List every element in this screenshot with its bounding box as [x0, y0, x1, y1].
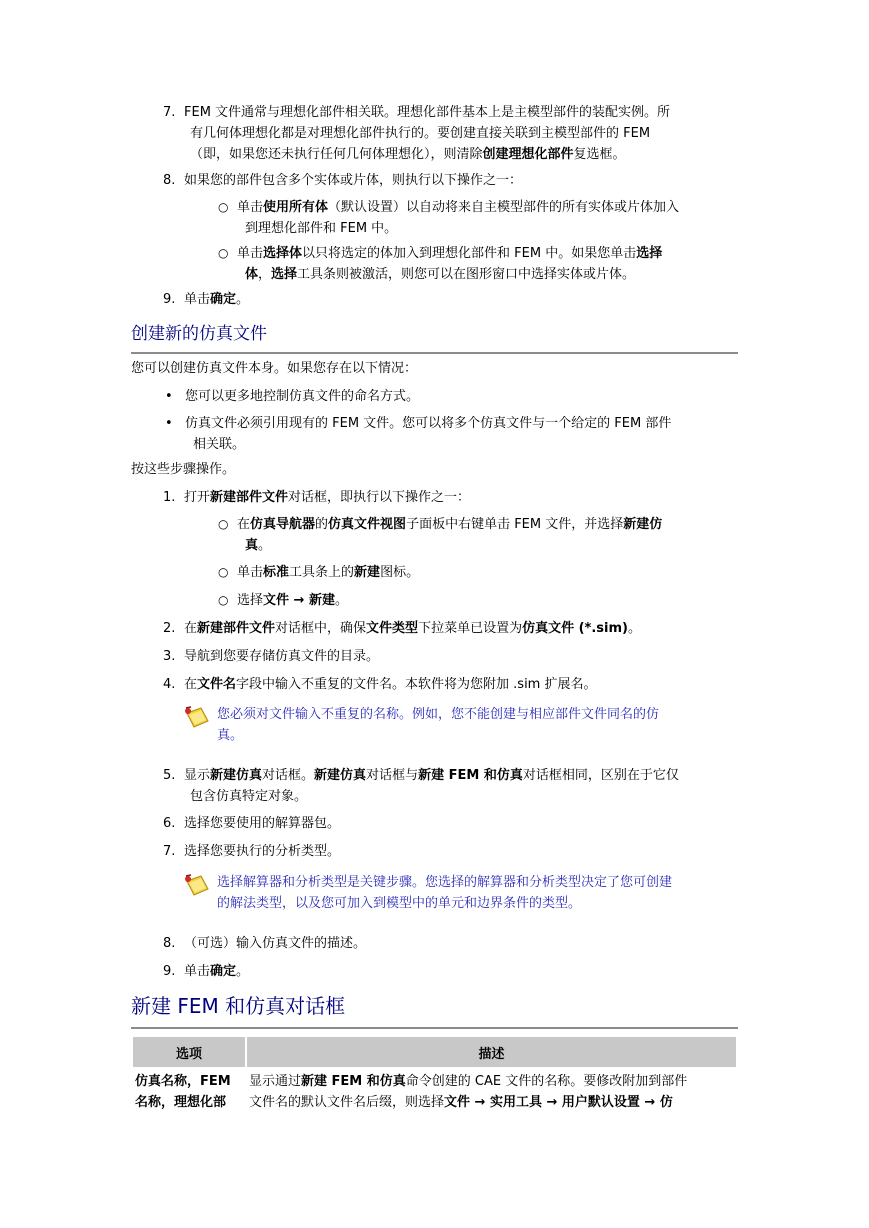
step-8: [163, 170, 738, 191]
step-8-text: 如果您的部件包含多个实体或片体，则执行以下操作之一：: [184, 173, 523, 188]
text: 工具条则被激活，则您可以在图形窗口中选择实体或片体。: [297, 267, 636, 282]
text: 显示: [184, 768, 211, 783]
substep-1c: [218, 590, 738, 611]
circle-bullet-icon: ○: [218, 200, 229, 214]
circle-bullet-icon: ○: [218, 593, 229, 607]
text: 单击: [184, 292, 211, 307]
text: 图标。: [380, 565, 420, 580]
text: 。: [236, 964, 250, 979]
text: 复选框。: [573, 147, 626, 162]
text: 显示通过: [249, 1074, 302, 1089]
bullet-text-line1: 仿真文件必须引用现有的 FEM 文件。您可以将多个仿真文件与一个给定的 FEM 部件: [185, 416, 672, 431]
steps-intro: 按这些步骤操作。: [131, 462, 236, 477]
text: 对话框，即执行以下操作之一：: [288, 490, 471, 505]
text: 文件名的默认文件名后缀，则选择: [249, 1095, 445, 1110]
text: 对话框中，确保: [275, 621, 367, 636]
note-icon: [183, 704, 211, 732]
substep-1b: [218, 562, 738, 583]
bullet-item: [165, 413, 740, 455]
step-8b: [163, 933, 738, 954]
text: 子面板中右键单击 FEM 文件，并选择: [406, 517, 624, 532]
step-1: [163, 487, 738, 508]
ui-term: 确定: [210, 292, 237, 307]
text: 。: [627, 621, 641, 636]
step-text: 选择您要执行的分析类型。: [184, 844, 341, 859]
ui-term: 新建: [308, 593, 335, 608]
circle-bullet-icon: ○: [218, 565, 229, 579]
options-table: [131, 1035, 738, 1117]
ui-term: 新建仿: [623, 517, 663, 532]
step-7b: [163, 841, 738, 862]
note-block: [183, 704, 738, 746]
text: 在: [184, 621, 198, 636]
ui-term: 体: [245, 267, 259, 282]
text: 单击: [237, 246, 264, 261]
section-heading: 新建 FEM 和仿真对话框: [131, 994, 346, 1018]
step-text: 选择您要使用的解算器包。: [184, 816, 341, 831]
text: 在: [184, 677, 198, 692]
substep-line1: [237, 517, 662, 532]
table-header-row: [133, 1037, 736, 1067]
ui-term: 创建理想化部件: [482, 147, 574, 162]
ui-term: 新建仿真: [210, 768, 263, 783]
step-7-line3: [184, 144, 738, 165]
step-number: 8.: [163, 936, 176, 951]
ui-term: 选择: [271, 267, 298, 282]
ui-term: 标准: [263, 565, 290, 580]
ui-term: 新建 FEM 和仿真: [418, 768, 523, 783]
text: 工具条上的: [289, 565, 355, 580]
step-7-line1: FEM 文件通常与理想化部件相关联。理想化部件基本上是主模型部件的装配实例。所: [184, 105, 671, 120]
ui-term: 选择体: [263, 246, 303, 261]
step-5-line2: 包含仿真特定对象。: [190, 789, 308, 804]
step-5: [163, 765, 738, 807]
ui-term: 文件: [263, 593, 290, 608]
step-number: 6.: [163, 816, 176, 831]
note-icon: [183, 872, 211, 900]
text: 打开: [184, 490, 211, 505]
bullet-text: 您可以更多地控制仿真文件的命名方式。: [185, 389, 420, 404]
text: ，: [258, 267, 272, 282]
text: 选择: [237, 593, 264, 608]
step-4: [163, 674, 738, 695]
heading-divider: [131, 1027, 738, 1029]
column-header-description: 描述: [247, 1037, 736, 1067]
intro-paragraph: 您可以创建仿真文件本身。如果您存在以下情况：: [131, 361, 418, 376]
ui-term: 仿真导航器: [250, 517, 316, 532]
note-text-line1: 选择解算器和分析类型是关键步骤。您选择的解算器和分析类型决定了您可创建: [217, 875, 673, 890]
text: 。: [236, 292, 250, 307]
step-text: （可选）输入仿真文件的描述。: [184, 936, 367, 951]
ui-term: 文件名: [197, 677, 237, 692]
text: 下拉菜单已设置为: [418, 621, 523, 636]
arrow-separator: →: [289, 593, 309, 608]
substep-8a: [218, 197, 738, 239]
ui-term: 文件 → 实用工具 → 用户默认设置 → 仿: [444, 1095, 673, 1110]
step-7-line2: 有几何体理想化都是对理想化部件执行的。要创建直接关联到主模型部件的 FEM: [190, 126, 651, 141]
section-heading: 创建新的仿真文件: [131, 324, 267, 344]
bullet-dot-icon: •: [165, 416, 173, 431]
text: 在: [237, 517, 251, 532]
step-number: 5.: [163, 768, 176, 783]
option-name-line1: 仿真名称，FEM: [135, 1074, 231, 1089]
ui-term: 选择: [636, 246, 663, 261]
circle-bullet-icon: ○: [218, 246, 229, 260]
substep-1a: [218, 514, 738, 556]
step-5-line1: [184, 768, 679, 783]
note-text-line1: 您必须对文件输入不重复的名称。例如，您不能创建与相应部件文件同名的仿: [217, 707, 660, 722]
text: 。: [335, 593, 349, 608]
note-text-line2: 真。: [217, 728, 244, 743]
text: （即，如果您还未执行任何几何体理想化），则清除: [190, 147, 483, 162]
note-text-line2: 的解法类型，以及您可加入到模型中的单元和边界条件的类型。: [217, 896, 582, 911]
ui-term: 新建仿真: [314, 768, 367, 783]
bullet-item: [165, 386, 740, 407]
option-name-cell: [133, 1069, 245, 1115]
substep-8b: [218, 243, 738, 285]
step-number: 7.: [163, 844, 176, 859]
text: 的: [315, 517, 329, 532]
step-7: [163, 102, 738, 165]
step-number: 4.: [163, 677, 176, 692]
ui-term: 新建 FEM 和仿真: [301, 1074, 406, 1089]
bullet-dot-icon: •: [165, 389, 173, 404]
column-header-option: 选项: [133, 1037, 245, 1067]
heading-divider: [131, 352, 738, 354]
note-block: [183, 872, 738, 914]
ui-term: 新建: [354, 565, 381, 580]
step-number: 2.: [163, 621, 176, 636]
step-number: 1.: [163, 490, 176, 505]
step-number: 8.: [163, 173, 176, 188]
step-number: 9.: [163, 292, 176, 307]
step-number: 3.: [163, 649, 176, 664]
step-text: 导航到您要存储仿真文件的目录。: [184, 649, 380, 664]
step-number: 9.: [163, 964, 176, 979]
text: （默认设置）以自动将来自主模型部件的所有实体或片体加入: [328, 200, 680, 215]
text: 以只将选定的体加入到理想化部件和 FEM 中。如果您单击: [302, 246, 637, 261]
ui-term: 新建部件文件: [210, 490, 289, 505]
step-2: [163, 618, 738, 639]
text: 。: [258, 538, 272, 553]
ui-term: 新建部件文件: [197, 621, 276, 636]
ui-term: 仿真文件视图: [328, 517, 407, 532]
text: 对话框。: [262, 768, 315, 783]
ui-term: 确定: [210, 964, 237, 979]
step-number: 7.: [163, 105, 176, 120]
text: 对话框与: [366, 768, 419, 783]
text: 单击: [237, 565, 264, 580]
circle-bullet-icon: ○: [218, 517, 229, 531]
substep-line2: [237, 264, 738, 285]
text: 单击: [237, 200, 264, 215]
ui-term: 真: [245, 538, 259, 553]
ui-term: 文件类型: [366, 621, 419, 636]
step-9b: [163, 961, 738, 982]
substep-line2: 到理想化部件和 FEM 中。: [245, 221, 398, 236]
substep-line1: [237, 246, 662, 261]
ui-term: 使用所有体: [263, 200, 329, 215]
bullet-text-line2: 相关联。: [193, 437, 246, 452]
substep-line1: [237, 200, 679, 215]
ui-term: 仿真文件 (*.sim): [522, 621, 628, 636]
step-6: [163, 813, 738, 834]
step-9: [163, 289, 738, 310]
text: 字段中输入不重复的文件名。本软件将为您附加 .sim 扩展名。: [236, 677, 597, 692]
text: 对话框相同，区别在于它仅: [522, 768, 679, 783]
text: 单击: [184, 964, 211, 979]
substep-line2: [237, 535, 738, 556]
step-3: [163, 646, 738, 667]
table-row: [133, 1069, 736, 1115]
option-name-line2: 名称，理想化部: [135, 1095, 227, 1110]
text: 命令创建的 CAE 文件的名称。要修改附加到部件: [405, 1074, 688, 1089]
option-description-cell: [247, 1069, 736, 1115]
